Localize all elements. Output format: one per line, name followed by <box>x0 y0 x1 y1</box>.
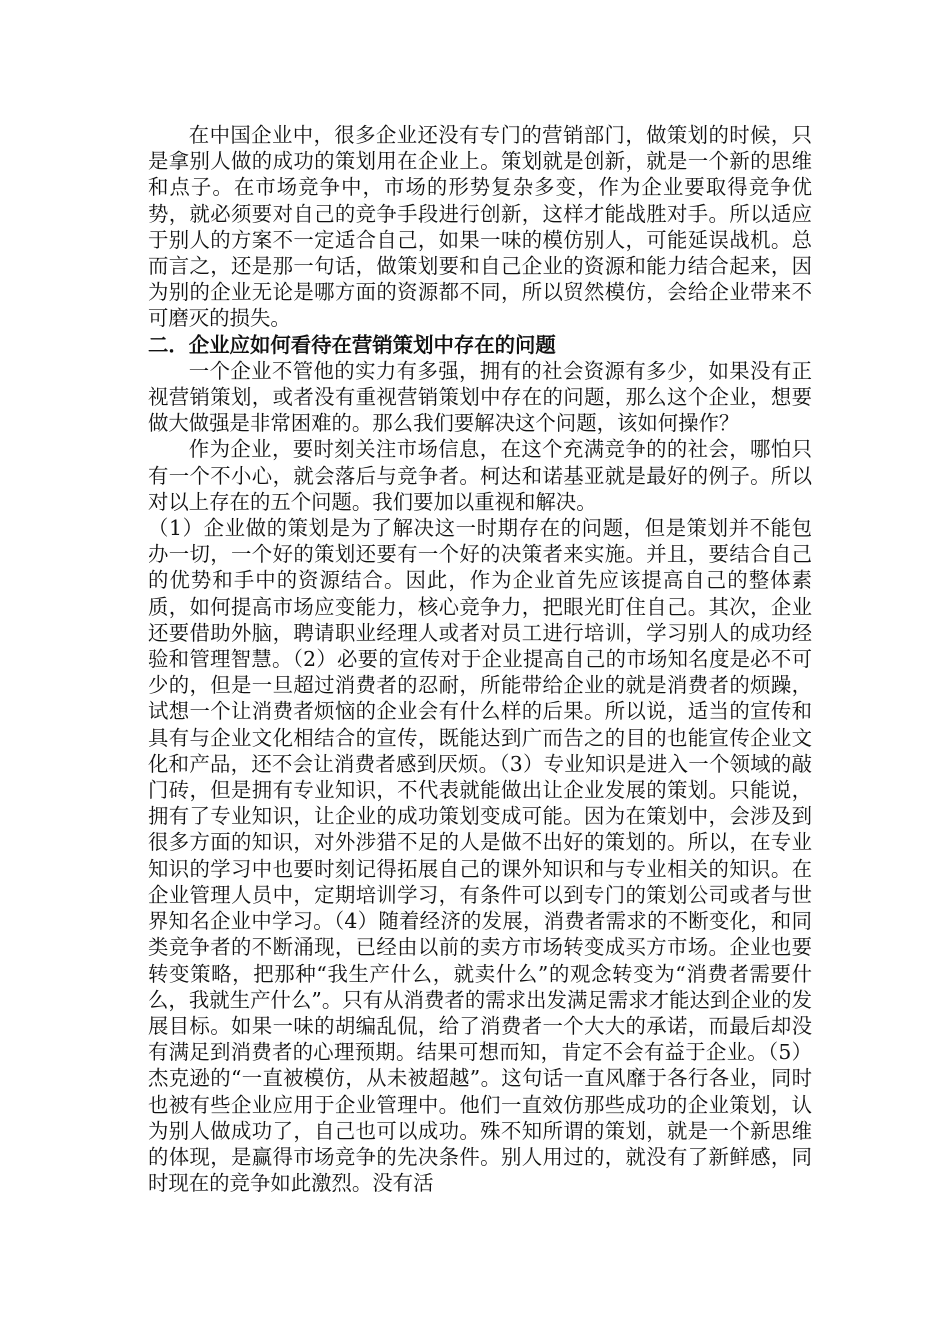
body-paragraph: 在中国企业中，很多企业还没有专门的营销部门，做策划的时候，只是拿别人做的成功的策划用在企业上。策划就是创新，就是一个新的思维和点子。在市场竞争中，市场的形势复杂多变，作为企业要取得竞争优势，就必须要对自己的竞争手段进行创新，这样才能战胜对手。所以适应于别人的方案不一定适合自己，如果一味的模仿别人，可能延误战机。总而言之，还是那一句话，做策划要和自己企业的资源和能力结合起来，因为别的企业无论是哪方面的资源都不同，所以贸然模仿，会给企业带来不可磨灭的损失。 <box>148 123 812 331</box>
body-paragraph: 作为企业，要时刻关注市场信息，在这个充满竞争的的社会，哪怕只有一个不小心，就会落后与竞争者。柯达和诺基亚就是最好的例子。所以对以上存在的五个问题。我们要加以重视和解决。 <box>148 437 812 514</box>
body-paragraph: （1）企业做的策划是为了解决这一时期存在的问题，但是策划并不能包办一切，一个好的策划还要有一个好的决策者来实施。并且，要结合自己的优势和手中的资源结合。因此，作为企业首先应该提高自己的整体素质，如何提高市场应变能力，核心竞争力，把眼光盯住自己。其次，企业还要借助外脑，聘请职业经理人或者对员工进行培训，学习别人的成功经验和管理智慧。（2）必要的宣传对于企业提高自己的市场知名度是必不可少的，但是一旦超过消费者的忍耐，所能带给企业的就是消费者的烦躁，试想一个让消费者烦恼的企业会有什么样的后果。所以说，适当的宣传和具有与企业文化相结合的宣传，既能达到广而告之的目的也能宣传企业文化和产品，还不会让消费者感到厌烦。（3）专业知识是进入一个领域的敲门砖，但是拥有专业知识，不代表就能做出让企业发展的策划。只能说，拥有了专业知识，让企业的成功策划变成可能。因为在策划中，会涉及到很多方面的知识，对外涉猎不足的人是做不出好的策划的。所以，在专业知识的学习中也要时刻记得拓展自己的课外知识和与专业相关的知识。在企业管理人员中，定期培训学习，有条件可以到专门的策划公司或者与世界知名企业中学习。（4）随着经济的发展，消费者需求的不断变化，和同类竞争者的不断涌现，已经由以前的卖方市场转变成买方市场。企业也要转变策略，把那种“我生产什么，就卖什么”的观念转变为“消费者需要什么，我就生产什么”。只有从消费者的需求出发满足需求才能达到企业的发展目标。如果一味的胡编乱侃，给了消费者一个大大的承诺，而最后却没有满足到消费者的心理预期。结果可想而知，肯定不会有益于企业。（5）杰克逊的“一直被模仿，从未被超越”。这句话一直风靡于各行各业，同时也被有些企业应用于企业管理中。他们一直效仿那些成功的企业策划，认为别人做成功了，自己也可以成功。殊不知所谓的策划，就是一个新思维的体现，是赢得市场竞争的先决条件。别人用过的，就没有了新鲜感，同时现在的竞争如此激烈。没有活 <box>148 516 812 1196</box>
section-heading: 二．企业应如何看待在营销策划中存在的问题 <box>148 332 556 357</box>
body-paragraph: 一个企业不管他的实力有多强，拥有的社会资源有多少，如果没有正视营销策划，或者没有重视营销策划中存在的问题，那么这个企业，想要做大做强是非常困难的。那么我们要解决这个问题，该如何操作？ <box>148 358 812 436</box>
document-page <box>148 122 812 1196</box>
